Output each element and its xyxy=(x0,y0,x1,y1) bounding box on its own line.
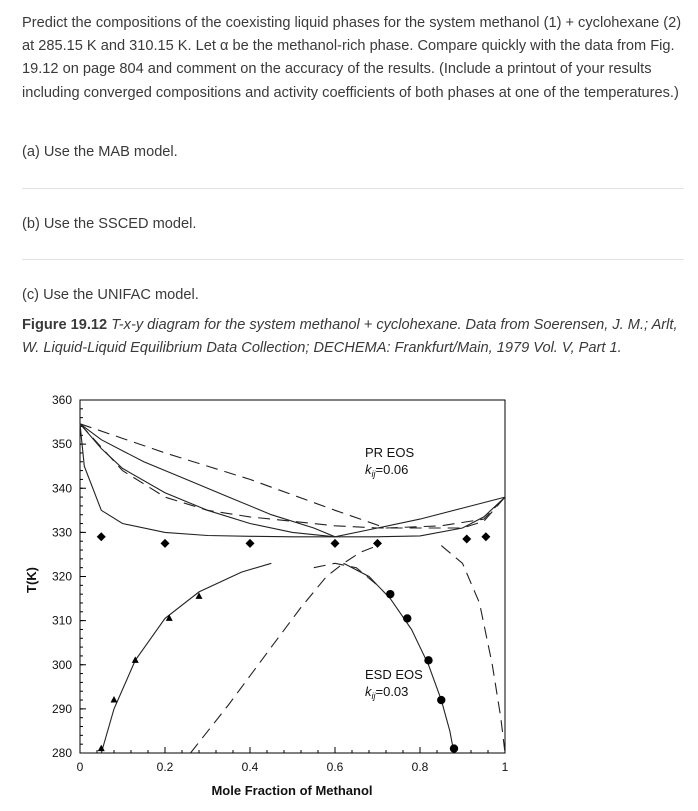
esd-eos-label: ESD EOS xyxy=(365,667,423,682)
y-axis-label: T(K) xyxy=(24,567,39,593)
pr-eos-k: k xyxy=(365,462,372,477)
y-tick-label: 350 xyxy=(51,437,72,452)
circle-marker xyxy=(450,744,458,752)
pr-eos-sub: ij xyxy=(371,469,376,479)
pr-eos-kij xyxy=(365,462,408,479)
x-tick-label: 1 xyxy=(501,760,509,774)
y-tick-label: 320 xyxy=(51,569,72,584)
circle-marker xyxy=(424,656,432,664)
part-b-label: (b) Use the SSCED model. xyxy=(22,216,197,232)
x-tick-label: 0 xyxy=(76,760,84,774)
y-tick-label: 280 xyxy=(51,746,72,760)
series-line xyxy=(191,546,378,753)
diamond-marker xyxy=(481,532,490,541)
figure-label: Figure 19.12 xyxy=(22,317,108,333)
x-tick-label: 0.6 xyxy=(326,760,344,774)
y-tick-label: 360 xyxy=(51,393,72,407)
series-line xyxy=(314,563,378,585)
circle-marker xyxy=(437,696,445,704)
series-line xyxy=(344,563,455,753)
diamond-marker xyxy=(161,539,170,548)
y-tick-label: 340 xyxy=(51,481,72,496)
esd-eos-sub: ij xyxy=(371,691,376,701)
y-tick-label: 330 xyxy=(51,525,72,540)
part-c-label: (c) Use the UNIFAC model. xyxy=(22,287,199,303)
diamond-marker xyxy=(331,539,340,548)
x-tick-label: 0.2 xyxy=(156,760,174,774)
series-line xyxy=(80,424,505,528)
x-tick-label: 0.8 xyxy=(411,760,429,774)
circle-marker xyxy=(386,590,394,598)
y-tick-label: 310 xyxy=(51,613,72,628)
diamond-marker xyxy=(462,534,471,543)
diamond-marker xyxy=(373,539,382,548)
divider-a xyxy=(22,188,684,189)
series-line xyxy=(101,563,271,753)
diamond-marker xyxy=(246,539,255,548)
esd-eos-value: =0.03 xyxy=(375,684,409,699)
y-tick-label: 300 xyxy=(51,657,72,672)
circle-marker xyxy=(403,614,411,622)
txy-chart xyxy=(0,385,698,811)
pr-eos-value: =0.06 xyxy=(375,462,409,477)
esd-eos-k: k xyxy=(365,684,372,699)
pr-eos-label: PR EOS xyxy=(365,445,415,460)
series-line xyxy=(80,424,505,528)
diamond-marker xyxy=(97,532,106,541)
x-axis-label: Mole Fraction of Methanol xyxy=(211,783,373,798)
series-line xyxy=(80,424,335,537)
y-tick-label: 290 xyxy=(51,701,72,716)
x-tick-label: 0.4 xyxy=(241,760,259,774)
series-line xyxy=(441,546,505,753)
figure-caption xyxy=(22,314,682,360)
figure-caption-text: T-x-y diagram for the system methanol + cyclohexane. Data from Soerensen, J. M.; Arlt, W. Liquid-Liquid Equilibrium Data Collection; DECHEMA: Frankfurt/Main, 1979 Vol. V, Part 1. xyxy=(22,317,678,357)
triangle-marker xyxy=(111,696,118,703)
part-a-label: (a) Use the MAB model. xyxy=(22,144,178,160)
problem-statement: Predict the compositions of the coexisting liquid phases for the system methanol (1) + cyclohexane (2) at 285.15 K and 310.15 K. Let α be the methanol-rich phase. Compare quickly with the data from Fig. 19.12 on page 804 and comment on the accuracy of the results. (Include a printout of your results including converged compositions and activity coefficients of both phases at one of the temperatures.) xyxy=(22,15,682,101)
esd-eos-kij xyxy=(365,684,408,701)
divider-b xyxy=(22,259,684,260)
